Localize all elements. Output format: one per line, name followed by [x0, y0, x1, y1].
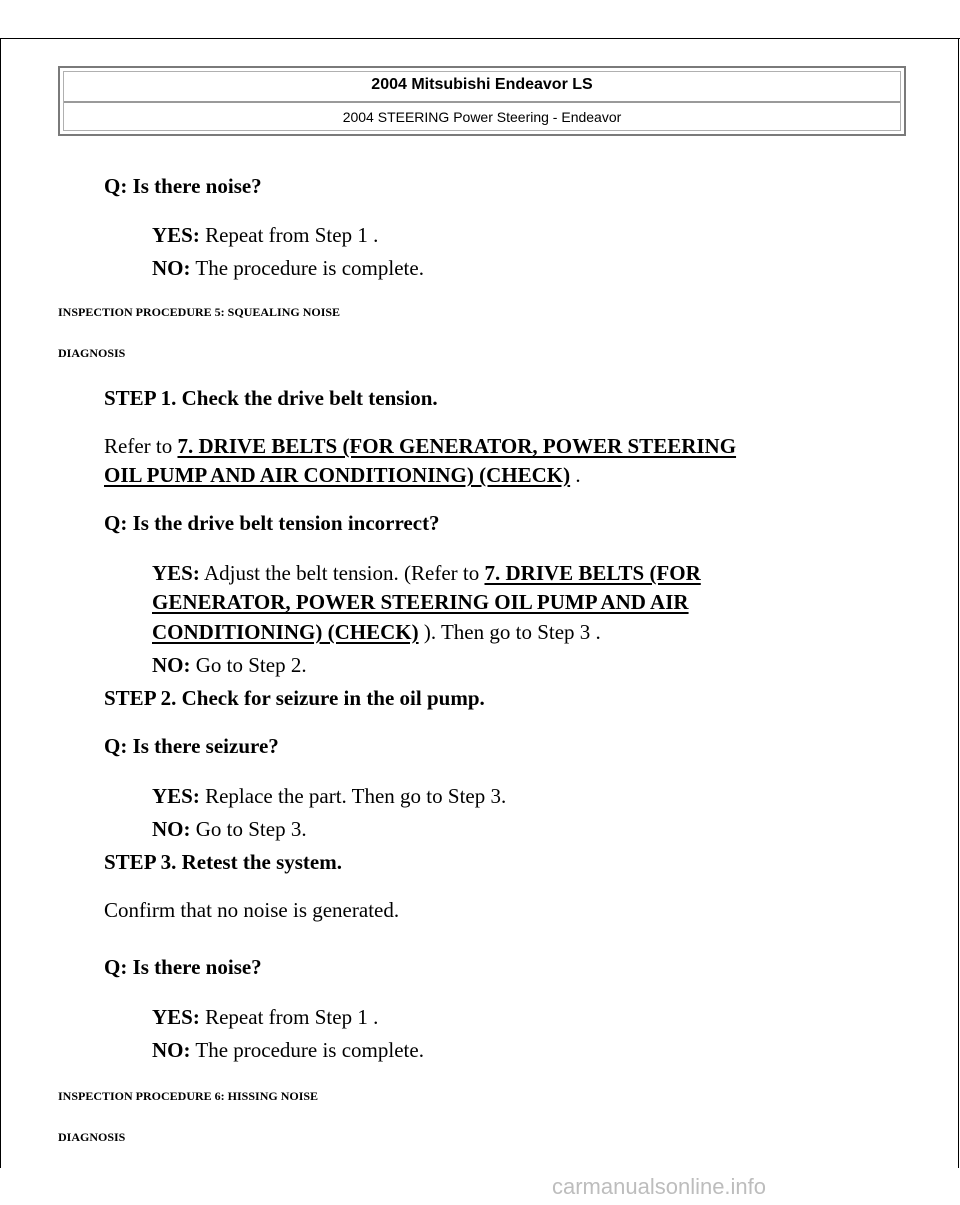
answer-no-2-text: Go to Step 2.: [190, 653, 307, 677]
drive-belts-check-link-2[interactable]: 7. DRIVE BELTS (FOR: [484, 561, 701, 585]
question-seizure: Q: Is there seizure?: [104, 734, 279, 758]
header-title: 2004 Mitsubishi Endeavor LS: [371, 76, 593, 93]
diagnosis-heading-1: DIAGNOSIS: [58, 346, 126, 360]
answer-no-3-text: Go to Step 3.: [190, 817, 307, 841]
no-label: NO:: [152, 653, 191, 677]
watermark-text: carmanualsonline.info: [552, 1174, 767, 1199]
yes-label: YES:: [152, 561, 200, 585]
step-1-title: STEP 1. Check the drive belt tension.: [104, 386, 438, 410]
answer-no-4-text: The procedure is complete.: [190, 1038, 424, 1062]
header-inner-frame: [63, 71, 901, 131]
answer-no-3: [152, 817, 307, 842]
yes-label: YES:: [152, 784, 200, 808]
step-1-refer-line2: [104, 463, 581, 488]
question-tension: Q: Is the drive belt tension incorrect?: [104, 511, 440, 535]
yes-label: YES:: [152, 223, 200, 247]
refer-to-text: Refer to: [104, 434, 178, 458]
answer-yes-2-tail: ). Then go to Step 3 .: [418, 620, 601, 644]
no-label: NO:: [152, 817, 191, 841]
question-noise-2: Q: Is there noise?: [104, 955, 262, 979]
step-1-refer-line1: [104, 434, 736, 459]
no-label: NO:: [152, 256, 191, 280]
answer-yes-4: [152, 1005, 378, 1030]
header-subtitle: 2004 STEERING Power Steering - Endeavor: [342, 109, 622, 125]
page-border-right: [958, 38, 959, 1168]
no-label: NO:: [152, 1038, 191, 1062]
drive-belts-check-link-2-end[interactable]: CONDITIONING) (CHECK): [152, 620, 419, 644]
drive-belts-check-link-cont[interactable]: OIL PUMP AND AIR CONDITIONING) (CHECK): [104, 463, 571, 487]
answer-yes-1: [152, 223, 378, 248]
document-header: [58, 66, 906, 136]
answer-yes-2-text: Adjust the belt tension. (Refer to: [199, 561, 485, 585]
answer-no-2: [152, 653, 307, 678]
answer-yes-4-text: Repeat from Step 1 .: [199, 1005, 379, 1029]
answer-yes-2-line3: [152, 620, 601, 645]
page-border-left: [0, 38, 1, 1168]
refer-tail: .: [570, 463, 581, 487]
diagnosis-heading-2: DIAGNOSIS: [58, 1130, 126, 1144]
answer-yes-1-text: Repeat from Step 1 .: [199, 223, 379, 247]
answer-no-4: [152, 1038, 424, 1063]
step-2-title: STEP 2. Check for seizure in the oil pump.: [104, 686, 485, 710]
answer-no-1-text: The procedure is complete.: [190, 256, 424, 280]
procedure-5-title: INSPECTION PROCEDURE 5: SQUEALING NOISE: [58, 305, 341, 319]
page-border-top: [0, 38, 960, 39]
header-divider: [64, 101, 900, 103]
step-3-title: STEP 3. Retest the system.: [104, 850, 342, 874]
answer-yes-3-text: Replace the part. Then go to Step 3.: [199, 784, 507, 808]
procedure-6-title: INSPECTION PROCEDURE 6: HISSING NOISE: [58, 1089, 319, 1103]
answer-yes-3: [152, 784, 506, 809]
answer-yes-2-line2: [152, 590, 689, 615]
drive-belts-check-link[interactable]: 7. DRIVE BELTS (FOR GENERATOR, POWER STEERING: [177, 434, 737, 458]
drive-belts-check-link-2-cont[interactable]: GENERATOR, POWER STEERING OIL PUMP AND AIR: [152, 590, 689, 614]
answer-yes-2-line1: [152, 561, 701, 586]
answer-no-1: [152, 256, 424, 281]
question-noise-1: Q: Is there noise?: [104, 174, 262, 198]
yes-label: YES:: [152, 1005, 200, 1029]
step-3-body: Confirm that no noise is generated.: [104, 898, 400, 922]
